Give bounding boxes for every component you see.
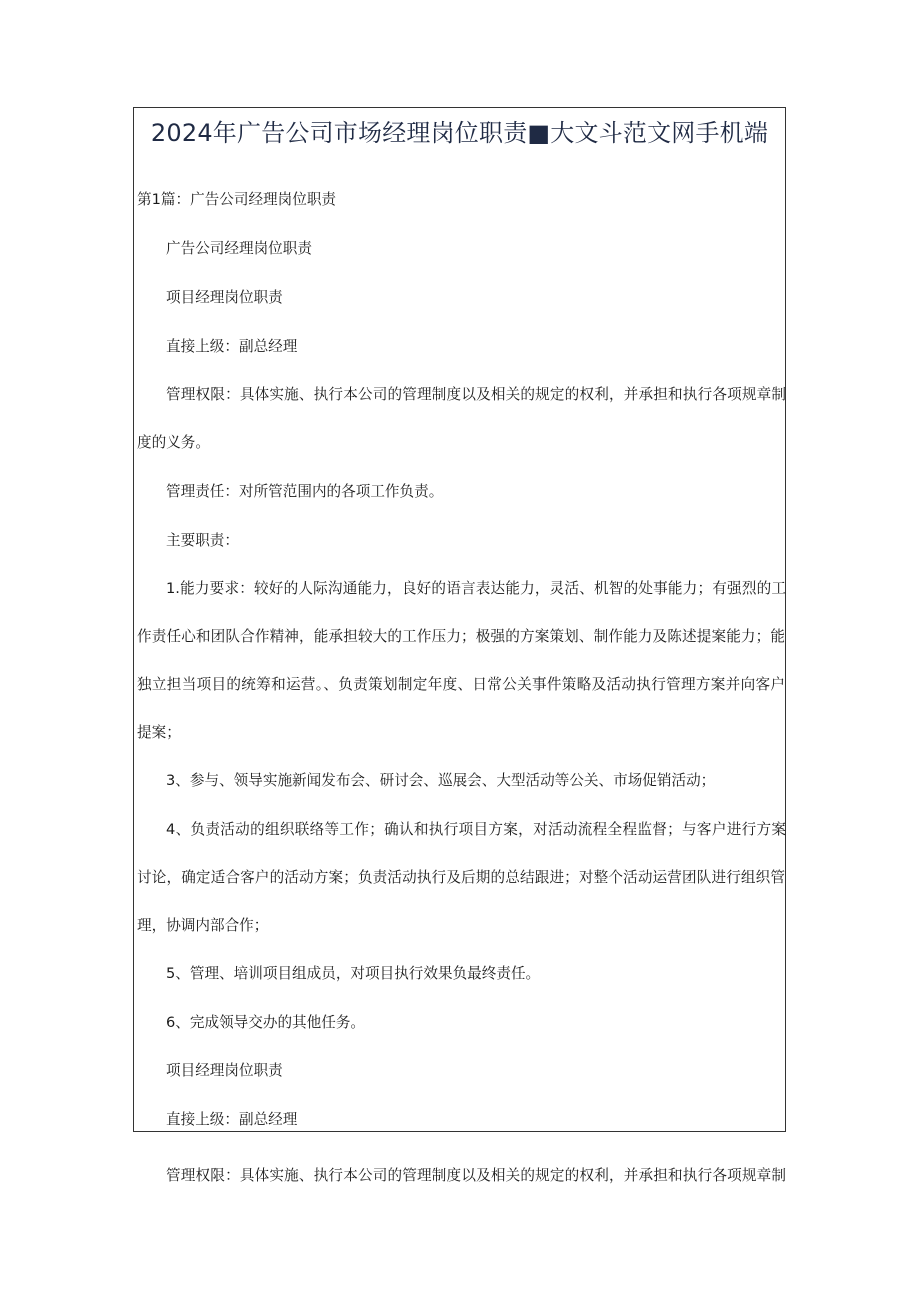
section-heading: 第1篇：广告公司经理岗位职责 — [137, 191, 337, 208]
paragraph-line: 主要职责： — [166, 532, 239, 549]
paragraph-line: 讨论，确定适合客户的活动方案；负责活动执行及后期的总结跟进；对整个活动运营团队进行组织管 — [137, 869, 785, 886]
paragraph-line: 管理责任：对所管范围内的各项工作负责。 — [166, 483, 444, 500]
document-title: 2024年广告公司市场经理岗位职责■大文斗范文网手机端 — [150, 119, 769, 147]
paragraph-line: 度的义务。 — [137, 434, 210, 451]
subheading: 广告公司经理岗位职责 — [166, 240, 312, 257]
paragraph-line: 理，协调内部合作； — [137, 917, 269, 934]
paragraph-line: 4、负责活动的组织联络等工作；确认和执行项目方案，对活动流程全程监督；与客户进行方案 — [166, 821, 786, 838]
paragraph-line: 1.能力要求：较好的人际沟通能力，良好的语言表达能力，灵活、机智的处事能力；有强烈的工 — [166, 580, 786, 597]
subheading: 项目经理岗位职责 — [166, 289, 283, 306]
subheading: 项目经理岗位职责 — [166, 1062, 283, 1079]
paragraph-line: 3、参与、领导实施新闻发布会、研讨会、巡展会、大型活动等公关、市场促销活动； — [166, 772, 716, 789]
paragraph-line: 直接上级：副总经理 — [166, 1111, 298, 1128]
paragraph-line: 作责任心和团队合作精神，能承担较大的工作压力；极强的方案策划、制作能力及陈述提案能力；能 — [137, 628, 785, 645]
paragraph-line: 管理权限：具体实施、执行本公司的管理制度以及相关的规定的权利，并承担和执行各项规章制 — [166, 1167, 786, 1184]
paragraph-line: 独立担当项目的统筹和运营。、负责策划制定年度、日常公关事件策略及活动执行管理方案并向客户 — [137, 676, 785, 693]
paragraph-line: 管理权限：具体实施、执行本公司的管理制度以及相关的规定的权利，并承担和执行各项规章制 — [166, 386, 786, 403]
paragraph-line: 直接上级：副总经理 — [166, 338, 298, 355]
paragraph-line: 6、完成领导交办的其他任务。 — [166, 1014, 366, 1031]
paragraph-line: 5、管理、培训项目组成员，对项目执行效果负最终责任。 — [166, 965, 541, 982]
paragraph-line: 提案； — [137, 724, 181, 741]
